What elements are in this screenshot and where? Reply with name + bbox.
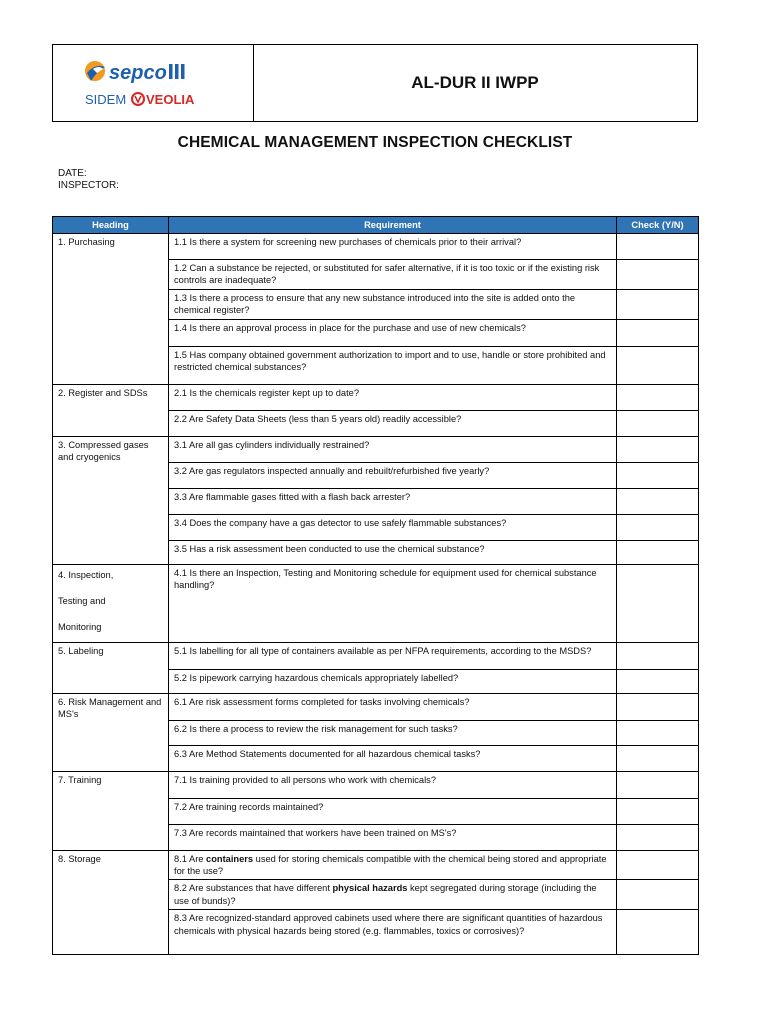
section-heading-line: 4. Inspection,: [58, 569, 114, 580]
check-cell[interactable]: [617, 798, 699, 824]
check-cell[interactable]: [617, 745, 699, 771]
requirement-cell: 6.3 Are Method Statements documented for all hazardous chemical tasks?: [169, 745, 617, 771]
section-heading: 3. Compressed gases and cryogenics: [53, 436, 169, 564]
section-heading-line: Testing and: [58, 595, 106, 606]
document-header: [52, 44, 698, 122]
check-cell[interactable]: [617, 346, 699, 384]
requirement-cell: 1.4 Is there an approval process in place for the purchase and use of new chemicals?: [169, 319, 617, 346]
requirement-text: used for storing chemicals compatible with the chemical being stored and appropriate for the use?: [174, 853, 607, 877]
check-cell[interactable]: [617, 669, 699, 693]
check-cell[interactable]: [617, 642, 699, 669]
section-heading-line: Monitoring: [58, 621, 102, 632]
check-cell[interactable]: [617, 436, 699, 462]
requirement-cell: 2.2 Are Safety Data Sheets (less than 5 years old) readily accessible?: [169, 410, 617, 436]
section-heading: 7. Training: [53, 771, 169, 850]
check-cell[interactable]: [617, 720, 699, 745]
table-row: [53, 693, 699, 720]
requirement-cell: 3.5 Has a risk assessment been conducted to use the chemical substance?: [169, 540, 617, 564]
check-cell[interactable]: [617, 260, 699, 290]
svg-text:VEOLIA: VEOLIA: [146, 92, 195, 107]
requirement-cell: 1.1 Is there a system for screening new purchases of chemicals prior to their arrival?: [169, 234, 617, 260]
requirement-text: 8.1 Are: [174, 853, 207, 864]
check-cell[interactable]: [617, 488, 699, 514]
check-cell[interactable]: [617, 410, 699, 436]
inspector-label: INSPECTOR:: [58, 180, 119, 191]
table-header-row: [53, 217, 699, 234]
requirement-cell: 7.2 Are training records maintained?: [169, 798, 617, 824]
column-header-heading: Heading: [53, 217, 169, 234]
requirement-cell: 7.3 Are records maintained that workers have been trained on MS's?: [169, 824, 617, 850]
check-cell[interactable]: [617, 384, 699, 410]
requirement-text: kept segregated during storage (including the use of bunds)?: [174, 883, 597, 906]
table-row: [53, 642, 699, 669]
check-cell[interactable]: [617, 319, 699, 346]
requirement-emphasis: physical hazards: [332, 883, 408, 894]
section-heading: 5. Labeling: [53, 642, 169, 693]
check-cell[interactable]: [617, 514, 699, 540]
check-cell[interactable]: [617, 540, 699, 564]
svg-text:SIDEM: SIDEM: [85, 92, 127, 107]
check-cell[interactable]: [617, 850, 699, 880]
requirement-cell: 3.4 Does the company have a gas detector to use safely flammable substances?: [169, 514, 617, 540]
check-cell[interactable]: [617, 234, 699, 260]
svg-text:sepco: sepco: [109, 62, 167, 84]
requirement-cell: 3.2 Are gas regulators inspected annually and rebuilt/refurbished five yearly?: [169, 462, 617, 488]
table-row: [53, 384, 699, 410]
check-cell[interactable]: [617, 693, 699, 720]
requirement-cell: 3.3 Are flammable gases fitted with a flash back arrester?: [169, 488, 617, 514]
requirement-cell: 7.1 Is training provided to all persons who work with chemicals?: [169, 771, 617, 798]
column-header-requirement: Requirement: [169, 217, 617, 234]
company-logo: [83, 59, 243, 111]
table-row: [53, 850, 699, 880]
document-code: AL-DUR II IWPP: [411, 73, 539, 92]
requirement-cell: 3.1 Are all gas cylinders individually restrained?: [169, 436, 617, 462]
check-cell[interactable]: [617, 462, 699, 488]
table-row: [53, 771, 699, 798]
requirement-cell: 4.1 Is there an Inspection, Testing and Monitoring schedule for equipment used for chemical substance handling?: [169, 564, 617, 642]
table-row: [53, 436, 699, 462]
check-cell[interactable]: [617, 289, 699, 319]
requirement-cell: 6.1 Are risk assessment forms completed for tasks involving chemicals?: [169, 693, 617, 720]
requirement-cell: [169, 850, 617, 880]
requirement-cell: [169, 880, 617, 910]
table-row: [53, 564, 699, 642]
sepco-veolia-logo-icon: [83, 59, 243, 111]
checklist-body: [53, 234, 699, 955]
section-heading: 2. Register and SDSs: [53, 384, 169, 436]
requirement-cell: 2.1 Is the chemicals register kept up to date?: [169, 384, 617, 410]
table-row: [53, 234, 699, 260]
page-title: CHEMICAL MANAGEMENT INSPECTION CHECKLIST: [177, 134, 573, 151]
section-heading: 1. Purchasing: [53, 234, 169, 385]
checklist-table: [52, 216, 699, 955]
check-cell[interactable]: [617, 880, 699, 910]
requirement-text: 8.2 Are substances that have different: [174, 883, 333, 894]
section-heading: 6. Risk Management and MS's: [53, 693, 169, 771]
requirement-cell: 1.2 Can a substance be rejected, or substituted for safer alternative, if it is too toxic or if the existing risk controls are inadequate?: [169, 260, 617, 290]
column-header-check: Check (Y/N): [617, 217, 699, 234]
requirement-cell: 1.3 Is there a process to ensure that any new substance introduced into the site is added onto the chemical register?: [169, 289, 617, 319]
check-cell[interactable]: [617, 910, 699, 955]
requirement-cell: 6.2 Is there a process to review the risk management for such tasks?: [169, 720, 617, 745]
requirement-cell: 5.2 Is pipework carrying hazardous chemicals appropriately labelled?: [169, 669, 617, 693]
requirement-cell: 8.3 Are recognized-standard approved cabinets used where there are significant quantities of hazardous chemicals with physical hazards being stored (e.g. flammables, toxics or corrosives)?: [169, 910, 617, 955]
check-cell[interactable]: [617, 771, 699, 798]
requirement-cell: 5.1 Is labelling for all type of containers available as per NFPA requirements, according to the MSDS?: [169, 642, 617, 669]
date-label: DATE:: [58, 168, 87, 179]
requirement-emphasis: containers: [206, 853, 254, 864]
section-heading: [53, 564, 169, 642]
requirement-cell: 1.5 Has company obtained government authorization to import and to use, handle or store prohibited and restricted chemical substances?: [169, 346, 617, 384]
check-cell[interactable]: [617, 824, 699, 850]
check-cell[interactable]: [617, 564, 699, 642]
section-heading: 8. Storage: [53, 850, 169, 955]
